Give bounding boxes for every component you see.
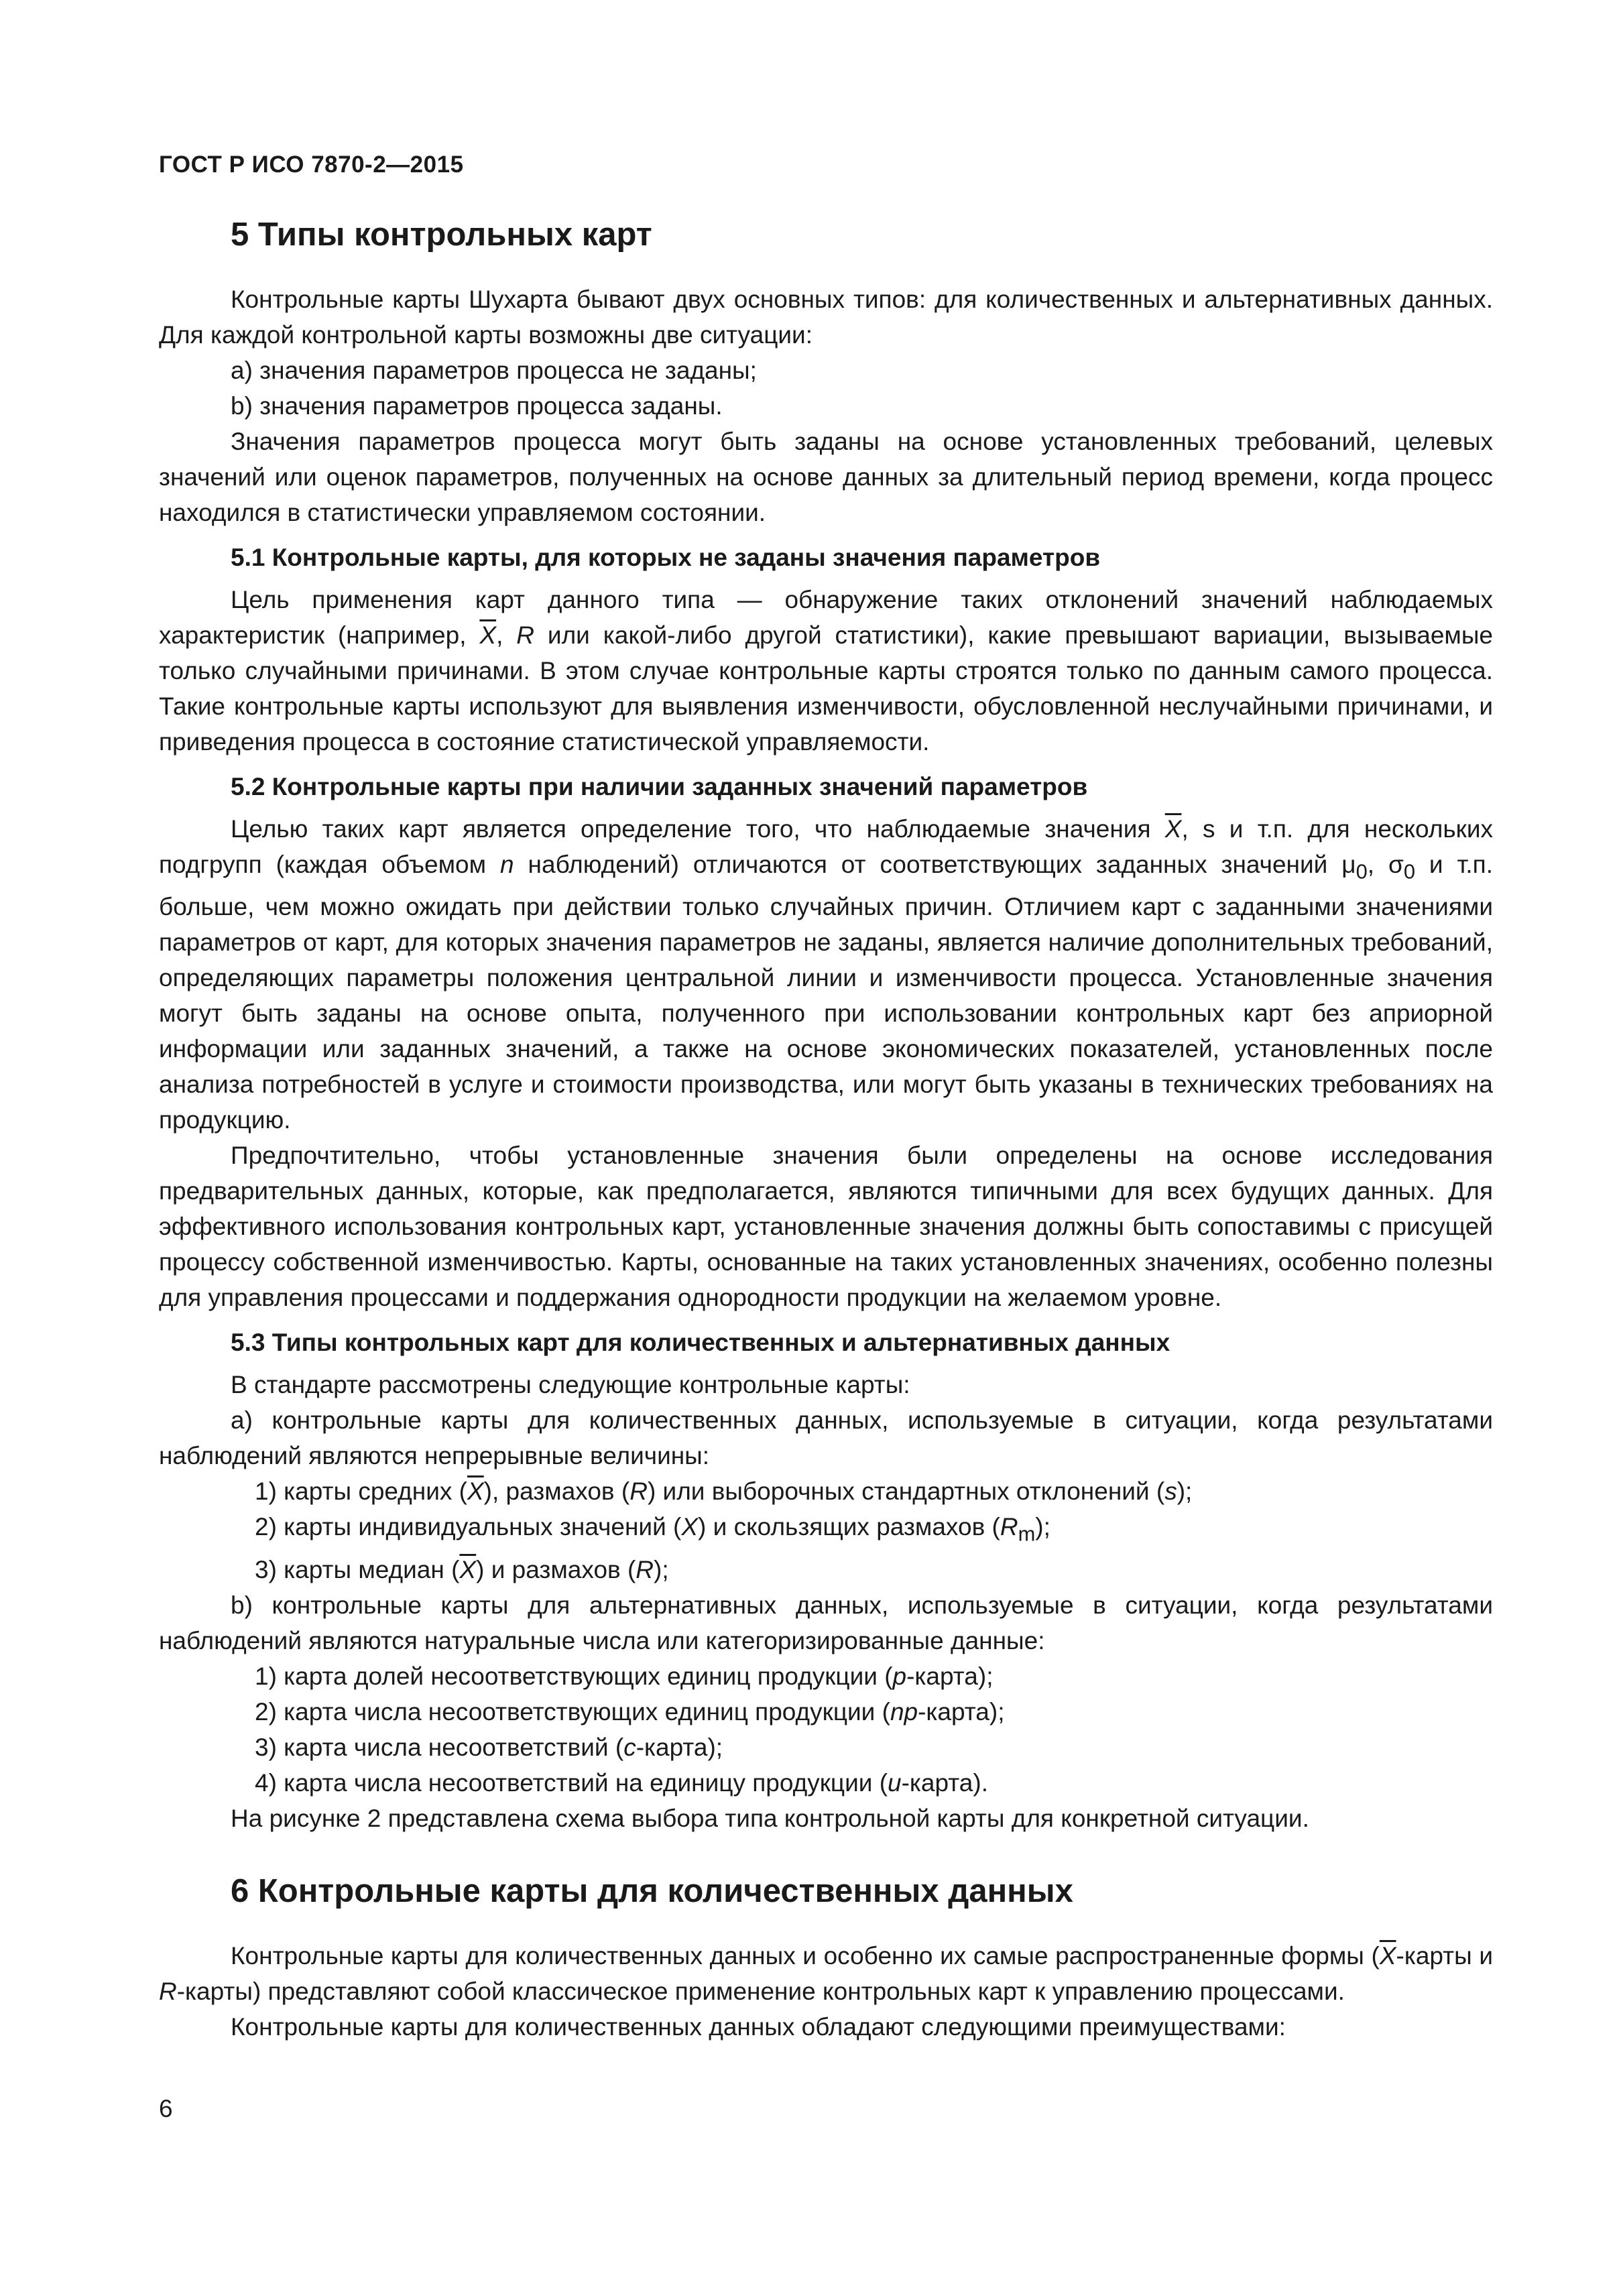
paragraph: В стандарте рассмотрены следующие контрольные карты: bbox=[231, 1371, 910, 1399]
text-run: ) и скользящих размахов ( bbox=[698, 1513, 1000, 1541]
r-symbol: R bbox=[159, 1977, 177, 2005]
text-run: или какой-либо другой статистики), какие превышают вариации, вызываемые только случайными причинами. В этом случае контрольные карты строятся только по данным самого процесса. Такие контрольные карты используют для выявления изменчивости, обусловленной неслучайными причинами, и приведения процесса в состояние статистической управляемости. bbox=[159, 621, 1494, 756]
list-subitem bbox=[159, 1658, 1493, 1694]
text-run: -карта); bbox=[636, 1733, 723, 1761]
paragraph bbox=[159, 811, 1493, 1138]
x-bar-symbol: $\overline{X}$ bbox=[1379, 1941, 1396, 1970]
text-run: ) или выборочных стандартных отклонений ( bbox=[647, 1477, 1165, 1506]
text-run: 3) карта числа несоответствий ( bbox=[255, 1733, 624, 1761]
subscript: 0 bbox=[1356, 859, 1368, 884]
list-subitem bbox=[159, 1694, 1493, 1730]
text-run: -карта); bbox=[906, 1662, 994, 1690]
list-subitem bbox=[159, 1509, 1493, 1551]
text-run: ); bbox=[654, 1555, 669, 1583]
text-run: , bbox=[496, 621, 517, 649]
r-symbol: R bbox=[636, 1555, 654, 1583]
list-item-a: a) контрольные карты для количественных данных, используемые в ситуации, когда результатами наблюдений являются непрерывные величины: bbox=[159, 1406, 1493, 1470]
paragraph: Контрольные карты для количественных данных обладают следующими преимуществами: bbox=[231, 2012, 1286, 2041]
subscript: m bbox=[1018, 1522, 1036, 1546]
text-run: Цель применения карт данного типа — обнаружение таких отклонений значений наблюдаемых характеристик (например, bbox=[159, 586, 1493, 649]
list-subitem bbox=[159, 1730, 1493, 1765]
text-run: 1) карты средних ( bbox=[255, 1477, 467, 1506]
text-run: ); bbox=[1035, 1513, 1050, 1541]
text-run: ); bbox=[1177, 1477, 1193, 1506]
c-symbol: c bbox=[623, 1733, 636, 1761]
list-item-b: b) значения параметров процесса заданы. bbox=[231, 392, 723, 420]
paragraph: Предпочтительно, чтобы установленные значения были определены на основе исследования предварительных данных, которые, как предполагается, являются типичными для всех будущих данных. Для эффективного использования контрольных карт, установленные значения должны быть сопоставимы с присущей процессу собственной изменчивостью. Карты, основанные на таких установленных значениях, особенно полезны для управления процессами и поддержания однородности продукции на желаемом уровне. bbox=[159, 1142, 1493, 1312]
list-subitem bbox=[159, 1765, 1493, 1801]
text-run: и т.п. больше, чем можно ожидать при действии только случайных причин. Отличием карт с заданными значениями параметров от карт, для которых значения параметров не заданы, является наличие дополнительных требований, определяющих параметры положения центральной линии и изменчивости процесса. Установленные значения могут быть заданы на основе опыта, полученного при использовании контрольных карт без априорной информации или заданных значений, а также на основе экономических показателей, установленных после анализа потребностей в услуге и стоимости производства, или могут быть указаны в технических требованиях на продукцию. bbox=[159, 851, 1493, 1134]
text-run: -карта). bbox=[901, 1768, 988, 1797]
text-run: 2) карта числа несоответствующих единиц продукции ( bbox=[255, 1697, 890, 1726]
paragraph bbox=[159, 582, 1493, 760]
text-run: 2) карты индивидуальных значений ( bbox=[255, 1513, 682, 1541]
text-run: -карты и bbox=[1396, 1941, 1493, 1970]
u-symbol: u bbox=[888, 1768, 902, 1797]
text-run: -карты) представляют собой классическое применение контрольных карт к управлению процессами. bbox=[176, 1977, 1345, 2005]
list-subitem bbox=[159, 1552, 1493, 1587]
r-symbol: R bbox=[629, 1477, 648, 1506]
text-run: ) и размахов ( bbox=[476, 1555, 636, 1583]
section-5-3-title: 5.3 Типы контрольных карт для количественных и альтернативных данных bbox=[231, 1329, 1170, 1357]
list-item-b: b) контрольные карты для альтернативных данных, используемые в ситуации, когда результатами наблюдений являются натуральные числа или категоризированные данные: bbox=[159, 1591, 1493, 1654]
subscript: 0 bbox=[1403, 859, 1415, 884]
running-header: ГОСТ Р ИСО 7870-2—2015 bbox=[159, 152, 464, 178]
x-bar-symbol: $\overline{X}$ bbox=[479, 621, 497, 649]
text-run: 1) карта долей несоответствующих единиц продукции ( bbox=[255, 1662, 893, 1690]
np-symbol: np bbox=[890, 1697, 918, 1726]
paragraph: На рисунке 2 представлена схема выбора типа контрольной карты для конкретной ситуации. bbox=[231, 1804, 1309, 1832]
section-5-2-title: 5.2 Контрольные карты при наличии заданных значений параметров bbox=[231, 773, 1088, 800]
list-subitem bbox=[159, 1473, 1493, 1509]
list-item-a: a) значения параметров процесса не заданы; bbox=[231, 357, 757, 384]
x-symbol: X bbox=[681, 1513, 699, 1541]
text-run: Контрольные карты для количественных данных и особенно их самые распространенные формы ( bbox=[231, 1941, 1380, 1970]
text-run: ), размахов ( bbox=[483, 1477, 630, 1506]
r-symbol: R bbox=[1000, 1513, 1018, 1541]
paragraph: Значения параметров процесса могут быть заданы на основе установленных требований, целевых значений или оценок параметров, полученных на основе данных за длительный период времени, когда процесс находился в статистически управляемом состоянии. bbox=[159, 428, 1493, 526]
page-number: 6 bbox=[159, 2095, 173, 2122]
p-symbol: p bbox=[892, 1662, 907, 1690]
section-5-1-title: 5.1 Контрольные карты, для которых не заданы значения параметров bbox=[231, 544, 1101, 571]
x-bar-symbol: $\overline{X}$ bbox=[1164, 815, 1182, 843]
section-5-title: 5 Типы контрольных карт bbox=[231, 217, 652, 253]
r-symbol: R bbox=[516, 621, 535, 649]
text-run: -карта); bbox=[918, 1697, 1005, 1726]
text-run: Целью таких карт является определение того, что наблюдаемые значения bbox=[231, 815, 1165, 843]
s-symbol: s bbox=[1164, 1477, 1177, 1506]
paragraph bbox=[159, 1938, 1493, 2009]
text-run: 3) карты медиан ( bbox=[255, 1555, 460, 1583]
text-run: , σ bbox=[1367, 851, 1404, 878]
paragraph: Контрольные карты Шухарта бывают двух основных типов: для количественных и альтернативных данных. Для каждой контрольной карты возможны две ситуации: bbox=[159, 286, 1493, 349]
n-symbol: n bbox=[500, 851, 514, 878]
x-bar-symbol: $\overline{X}$ bbox=[467, 1477, 484, 1506]
section-6-title: 6 Контрольные карты для количественных данных bbox=[231, 1872, 1073, 1909]
text-run: 4) карта числа несоответствий на единицу продукции ( bbox=[255, 1768, 888, 1797]
page-body bbox=[159, 215, 1493, 2045]
x-tilde-symbol: $\overline{X}$ bbox=[459, 1555, 477, 1583]
text-run: , s и т.п. для нескольких подгрупп (каждая объемом bbox=[159, 815, 1493, 878]
text-run: наблюдений) отличаются от соответствующих заданных значений μ bbox=[514, 851, 1356, 878]
